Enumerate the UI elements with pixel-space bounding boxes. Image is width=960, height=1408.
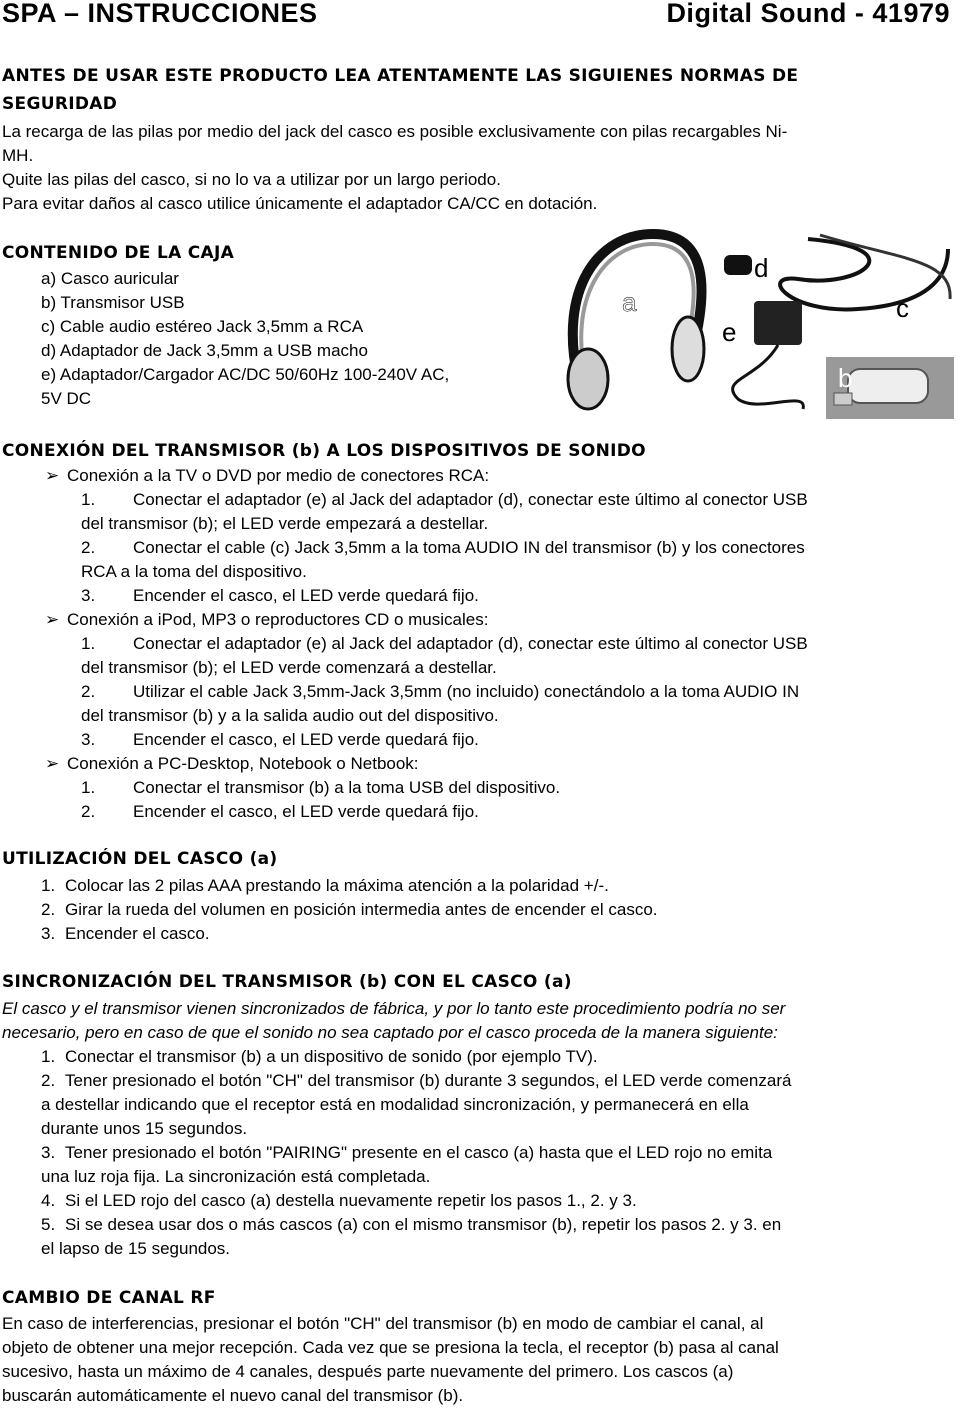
ipod-step2-line1: 2. Utilizar el cable Jack 3,5mm-Jack 3,5mm (no incluido) conectándolo a la toma AUDIO IN [81, 682, 800, 701]
product-photo [558, 229, 954, 419]
use-step1: 1. Colocar las 2 pilas AAA prestando la máxima atención a la polaridad +/-. [41, 876, 609, 895]
pc-step1: 1. Conectar el transmisor (b) a la toma USB del dispositivo. [81, 778, 561, 797]
sync-step2-line1: 2. Tener presionado el botón "CH" del transmisor (b) durante 3 segundos, el LED verde comenzará [41, 1071, 792, 1090]
tv-step3: 3. Encender el casco, el LED verde quedará fijo. [81, 586, 479, 605]
safety-p2: Quite las pilas del casco, si no lo va a utilizar por un largo periodo. [2, 170, 501, 189]
box-item-c: c) Cable audio estéreo Jack 3,5mm a RCA [41, 317, 364, 336]
label-b: b [838, 363, 853, 393]
label-a: a [622, 287, 637, 317]
arrow-bullet-icon: ➢ [45, 466, 60, 485]
label-d: d [754, 253, 769, 283]
tv-title: ➢ Conexión a la TV o DVD por medio de conectores RCA: [45, 464, 489, 488]
safety-p3: Para evitar daños al casco utilice únicamente el adaptador CA/CC en dotación. [2, 194, 598, 213]
box-item-e: e) Adaptador/Cargador AC/DC 50/60Hz 100-240V AC, [41, 365, 450, 384]
box-item-a: a) Casco auricular [41, 269, 179, 288]
connection-title: CONEXIÓN DEL TRANSMISOR (b) A LOS DISPOSITIVOS DE SONIDO [2, 441, 646, 461]
safety-title-line1: ANTES DE USAR ESTE PRODUCTO LEA ATENTAMENTE LAS SIGUIENES NORMAS DE [2, 66, 799, 86]
tv-step2-line2: RCA a la toma del dispositivo. [81, 562, 307, 581]
ipod-step3: 3. Encender el casco, el LED verde quedará fijo. [81, 730, 479, 749]
ipod-step1-line2: del transmisor (b); el LED verde comenzará a destellar. [81, 658, 497, 677]
sync-step2-line2: a destellar indicando que el receptor está en modalidad sincronización, y permanecerá en ella [41, 1095, 749, 1114]
arrow-bullet-icon: ➢ [45, 610, 60, 629]
label-c: c [896, 293, 909, 323]
sync-intro-line1: El casco y el transmisor vienen sincronizados de fábrica, y por lo tanto este procedimiento podría no ser [2, 999, 786, 1018]
charger-e-shape [754, 301, 802, 345]
arrow-bullet-icon: ➢ [45, 754, 60, 773]
header-title: SPA – INSTRUCCIONES [2, 0, 318, 28]
rf-line1: En caso de interferencias, presionar el botón "CH" del transmisor (b) en modo de cambiar el canal, al [2, 1314, 764, 1333]
sync-step4: 4. Si el LED rojo del casco (a) destella nuevamente repetir los pasos 1., 2. y 3. [41, 1191, 637, 1210]
use-title: UTILIZACIÓN DEL CASCO (a) [2, 849, 278, 869]
tv-step2-line1: 2. Conectar el cable (c) Jack 3,5mm a la toma AUDIO IN del transmisor (b) y los conectores [81, 538, 805, 557]
header-product: Digital Sound - 41979 [666, 0, 950, 28]
rf-line4: buscarán automáticamente el nuevo canal del transmisor (b). [2, 1386, 464, 1405]
ipod-step2-line2: del transmisor (b) y a la salida audio out del dispositivo. [81, 706, 499, 725]
sync-step5-line2: el lapso de 15 segundos. [41, 1239, 231, 1258]
safety-p1-line1: La recarga de las pilas por medio del jack del casco es posible exclusivamente con pilas recargables Ni- [2, 122, 788, 141]
sync-step3-line1: 3. Tener presionado el botón "PAIRING" presente en el casco (a) hasta que el LED rojo no emita [41, 1143, 773, 1162]
tv-step1-line1: 1. Conectar el adaptador (e) al Jack del adaptador (d), conectar este último al conector USB [81, 490, 808, 509]
box-title: CONTENIDO DE LA CAJA [2, 243, 235, 263]
sync-step1: 1. Conectar el transmisor (b) a un dispositivo de sonido (por ejemplo TV). [41, 1047, 598, 1066]
sync-title: SINCRONIZACIÓN DEL TRANSMISOR (b) CON EL CASCO (a) [2, 972, 572, 992]
box-item-e-cont: 5V DC [41, 389, 92, 408]
safety-p1-line2: MH. [2, 146, 34, 165]
tv-step1-line2: del transmisor (b); el LED verde empezará a destellar. [81, 514, 489, 533]
pc-step2: 2. Encender el casco, el LED verde quedará fijo. [81, 802, 479, 821]
adapter-d-shape [724, 255, 752, 275]
label-e: e [722, 317, 737, 347]
rf-title: CAMBIO DE CANAL RF [2, 1288, 216, 1308]
box-item-d: d) Adaptador de Jack 3,5mm a USB macho [41, 341, 368, 360]
sync-step3-line2: una luz roja fija. La sincronización está completada. [41, 1167, 431, 1186]
sync-step2-line3: durante unos 15 segundos. [41, 1119, 248, 1138]
page-header [0, 0, 960, 30]
ipod-step1-line1: 1. Conectar el adaptador (e) al Jack del adaptador (d), conectar este último al conector USB [81, 634, 808, 653]
rf-line2: objeto de obtener una mejor recepción. Cada vez que se presiona la tecla, el receptor (b) pasa al canal [2, 1338, 779, 1357]
box-item-b: b) Transmisor USB [41, 293, 185, 312]
use-step2: 2. Girar la rueda del volumen en posición intermedia antes de encender el casco. [41, 900, 658, 919]
sync-intro-line2: necesario, pero en caso de que el sonido no sea captado por el casco proceda de la manera siguiente: [2, 1023, 778, 1042]
ipod-title: ➢ Conexión a iPod, MP3 o reproductores CD o musicales: [45, 608, 488, 632]
use-step3: 3. Encender el casco. [41, 924, 210, 943]
safety-title-line2: SEGURIDAD [2, 94, 118, 114]
pc-title: ➢ Conexión a PC-Desktop, Notebook o Netbook: [45, 752, 419, 776]
rf-line3: sucesivo, hasta un máximo de 4 canales, después parte nuevamente del primero. Los cascos (a) [2, 1362, 734, 1381]
sync-step5-line1: 5. Si se desea usar dos o más cascos (a) con el mismo transmisor (b), repetir los pasos 2. y 3. en [41, 1215, 782, 1234]
